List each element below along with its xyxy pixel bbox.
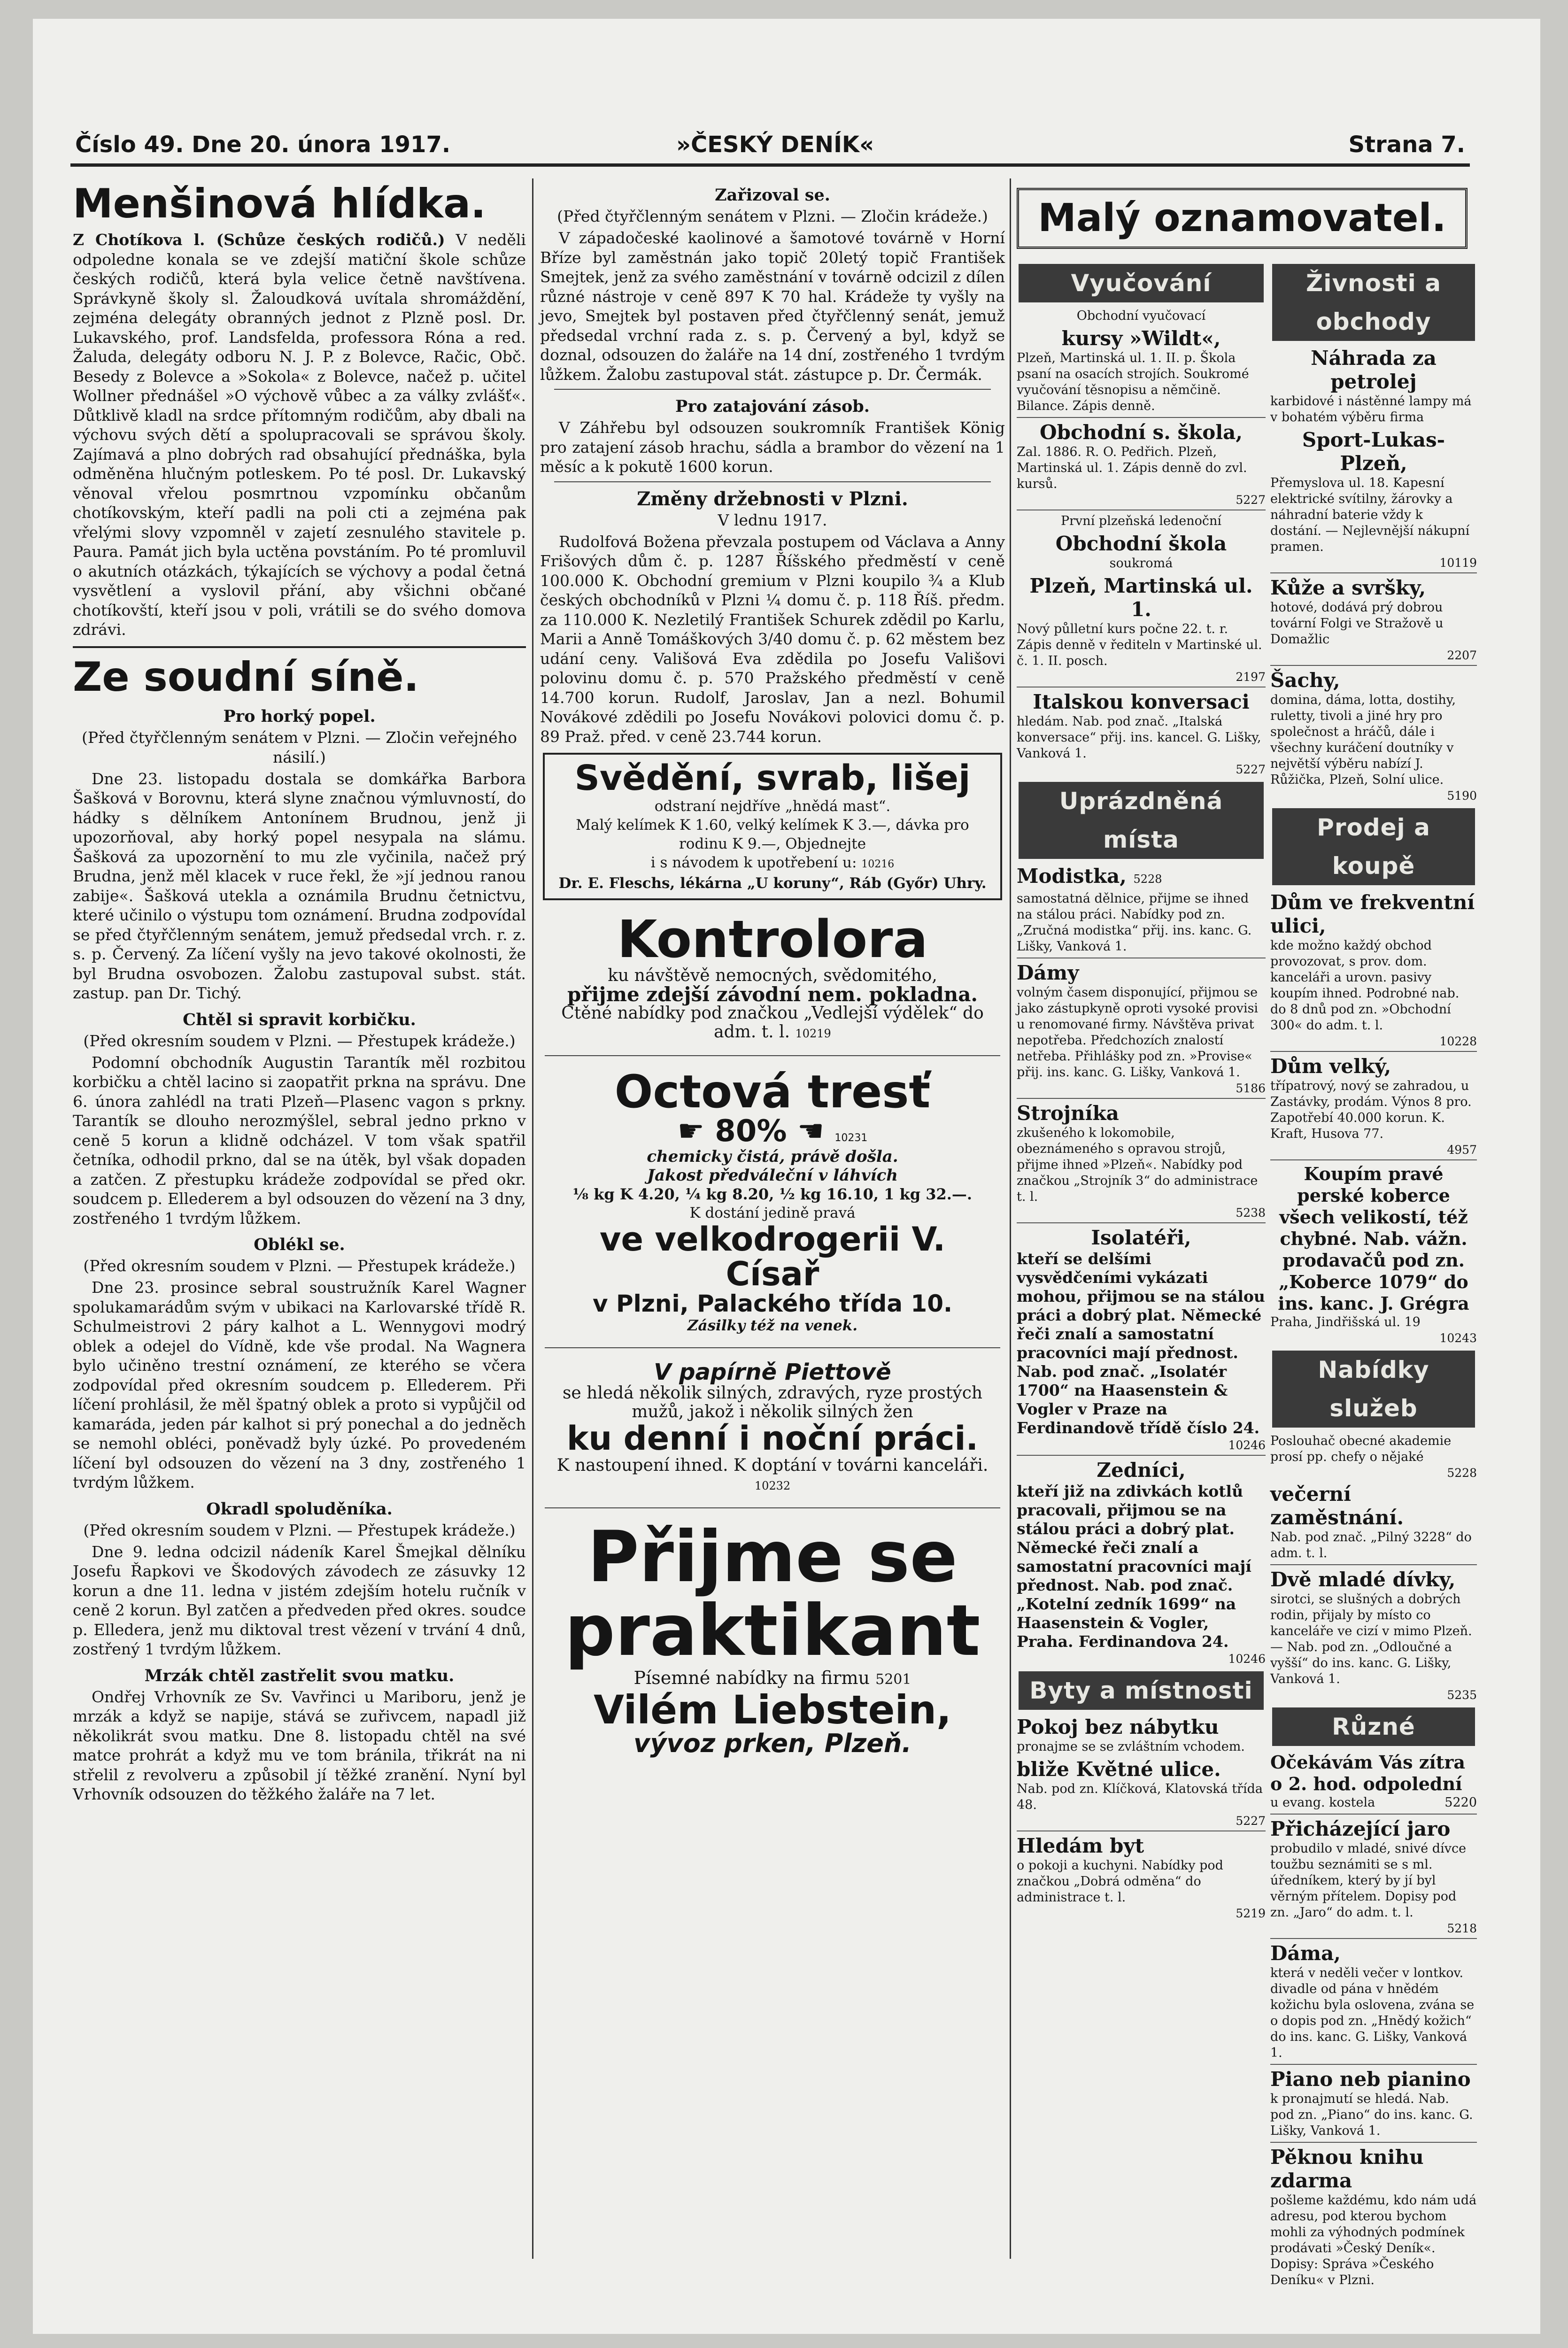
classified-title: Italskou konversaci bbox=[1033, 690, 1250, 713]
ad-strength bbox=[549, 1113, 996, 1149]
ad-headline-2: praktikant bbox=[564, 1590, 981, 1672]
classified-firm: Sport-Lukas-Plzeň, bbox=[1302, 428, 1445, 475]
classified-text: karbidové i nástěnné lampy má v bohatém výběru firma bbox=[1270, 394, 1472, 425]
ad-line: chemicky čistá, právě došla. bbox=[647, 1147, 898, 1166]
ad-headline: Svědění, svrab, lišej bbox=[574, 758, 971, 798]
pointing-hand-icon: ☛ bbox=[677, 1113, 704, 1149]
classified-rule bbox=[1270, 1814, 1477, 1815]
advertisement-vinegar bbox=[543, 1063, 1002, 1340]
classified-title: večerní zaměstnání. bbox=[1270, 1483, 1404, 1529]
ad-rule bbox=[545, 1055, 1000, 1056]
classified-title: Přicházející jaro bbox=[1270, 1817, 1451, 1840]
classified-text: Nab. pod znač. „Pilný 3228“ do adm. t. l. bbox=[1270, 1530, 1472, 1560]
classified-title: Dům velký, bbox=[1270, 1055, 1391, 1078]
classified-text: kteří se delšími vysvědčeními vykázati mohou, přijmou se na stálou práci a dobrý plat. Německé řeči znalí a samostatní pracovníci mají přednost. Nab. pod znač. „Isolatér 1700“ na Haasenstein & Vogler v Praze na Ferdinandově třídě číslo 24. bbox=[1017, 1250, 1265, 1437]
classified-text: Nový půlletní kurs počne 22. t. r. Zápis denně v řediteln v Martinské ul. č. 1. II. posch. bbox=[1017, 622, 1262, 668]
ad-number: 10231 bbox=[834, 1132, 868, 1144]
ad-number: 10219 bbox=[795, 1027, 831, 1041]
section-rule bbox=[73, 646, 526, 648]
classified-rule bbox=[1017, 1098, 1266, 1099]
issue-date: Číslo 49. Dne 20. února 1917. bbox=[75, 131, 451, 158]
article-rule bbox=[554, 481, 991, 482]
classified-text: sirotci, se slušných a dobrých rodin, přijaly by místo co kanceláře ve cizí v mimo Plzeň. — Nab. pod zn. „Odloučné a vyšší“ do ins. kanc. G. Lišky, Vanková 1. bbox=[1270, 1592, 1472, 1686]
section-title-court: Ze soudní síně. bbox=[73, 653, 419, 701]
category-vacancies: Uprázdněná místa bbox=[1019, 782, 1264, 859]
article-text: Ondřej Vrhovník ze Sv. Vavřinci u Mariboru, jenž je mrzák a když se napije, stává se zuřivcem, napadl již několikrát svou matku. Dne 8. listopadu chtěl na své matce prohrát a když mu ve tom bránila, třikrát na ni střelil z revolveru a způsobil jí těžké zranění. Nyní byl Vrhovník odsouzen do těžkého žaláře na 7 let. bbox=[73, 1687, 526, 1803]
category-trades: Živnosti a obchody bbox=[1272, 264, 1475, 341]
classified-text: domina, dáma, lotta, dostihy, ruletty, tivoli a jiné hry pro společnost a hráčů, dále i všechny kuráčení doutníky v největší výběru nabízí J. Růžička, Plzeň, Solní ulice. bbox=[1270, 693, 1456, 787]
ad-line: Malý kelímek K 1.60, velký kelímek K 3.—, dávka pro rodinu K 9.—, Objednejte bbox=[576, 816, 969, 852]
classified-title: Piano neb pianino bbox=[1270, 2068, 1471, 2091]
classified-number: 5238 bbox=[1236, 1206, 1266, 1220]
article-chotikov bbox=[73, 230, 526, 640]
category-housing: Byty a místnosti bbox=[1019, 1671, 1264, 1710]
classified-text: kteří již na zdivkách kotlů pracovali, přijmou se na stálou práci a dobrý plat. Německé řeči znalí a samostatní pracovníci mají přednost. Nab. pod znač. „Kotelní zedník 1699“ na Haasenstein & Vogler, Praha. Ferdinandova 24. bbox=[1017, 1482, 1251, 1651]
ad-line: Zásilky též na venek. bbox=[687, 1317, 858, 1334]
ad-address: vývoz prken, Plzeň. bbox=[633, 1728, 911, 1758]
classified-title: Kůže a svršky, bbox=[1270, 576, 1426, 599]
pointing-hand-icon: ☚ bbox=[797, 1113, 825, 1149]
classified-title: Dům ve frekventní ulici, bbox=[1270, 891, 1475, 937]
classified-text: volným časem disponující, přijmou se jako zástupkyně oproti vysoké provisi u renomované firmy. Návštěva privat nepotřeba. Předchozích znalostí netřeba. Přihlášky pod zn. »Provise« přij. ins. kanc. G. Lišky, Vanková 1. bbox=[1017, 985, 1259, 1080]
ad-number: 10216 bbox=[861, 858, 895, 870]
classified-text: která v neděli večer v lontkov. divadle od pána v hnědém kožichu byla oslovena, zvána se o dopis pod zn. „Hnědý kožich“ do ins. kanc. G. Lišky, Vanková 1. bbox=[1270, 1966, 1475, 2060]
classified-text: Poslouhač obecné akademie prosí pp. chefy o nějaké bbox=[1270, 1434, 1452, 1464]
advertisement-trainee bbox=[543, 1515, 1002, 1763]
classified-text: Plzeň, Martinská ul. 1. II. p. Škola psaní na osacích strojích. Soukromé vyučování těsnopisu a němčině. Bilance. Zápis denně. bbox=[1017, 351, 1249, 413]
ad-address: v Plzni, Palackého třída 10. bbox=[593, 1290, 952, 1318]
classified-title: Dáma, bbox=[1270, 1942, 1341, 1965]
article-rule bbox=[554, 389, 991, 390]
ad-line-text: i s návodem k upotřebení u: bbox=[650, 854, 857, 871]
classified-number: 5235 bbox=[1447, 1688, 1477, 1702]
classified-number: 5219 bbox=[1236, 1907, 1266, 1920]
column-rule-2 bbox=[1010, 178, 1011, 2259]
classified-rule bbox=[1270, 1159, 1477, 1160]
ad-line: přijme zdejší závodní nem. pokladna. bbox=[567, 983, 978, 1006]
article-subtitle: V lednu 1917. bbox=[718, 510, 827, 529]
ad-headline: Octová tresť bbox=[614, 1066, 931, 1119]
classified-rule bbox=[1270, 1938, 1477, 1939]
classified-rule bbox=[1017, 1455, 1266, 1456]
classified-rule bbox=[1270, 1051, 1477, 1052]
article-subtitle: (Před čtyřčlenným senátem v Plzni. — Zločin veřejného násilí.) bbox=[82, 728, 517, 766]
ad-number: 10232 bbox=[754, 1479, 791, 1492]
classified-text: hotové, dodává prý dobrou tovární Folgi ve Stražově u Domažlic bbox=[1270, 600, 1444, 647]
classified-rule bbox=[1270, 2064, 1477, 2065]
ad-firm: Dr. E. Fleschs, lékárna „U koruny“, Ráb (Győr) Uhry. bbox=[558, 874, 987, 892]
article-subtitle: (Před okresním soudem v Plzni. — Přestupek krádeže.) bbox=[83, 1257, 516, 1275]
classified-text bbox=[1270, 1795, 1477, 1811]
classified-text: zkušeného k lokomobile, obeznámeného s opravou strojů, přijme ihned »Plzeň«. Nabídky pod značkou „Strojník 3“ do administrace t. l. bbox=[1017, 1126, 1258, 1204]
classifieds-banner: Malý oznamovatel. bbox=[1017, 188, 1468, 249]
classified-title: Dámy bbox=[1017, 961, 1079, 984]
ad-rule bbox=[545, 1507, 1000, 1508]
classified-number: 10246 bbox=[1228, 1438, 1266, 1452]
classified-title: Strojníka bbox=[1017, 1102, 1119, 1125]
advertisement-controller bbox=[543, 907, 1002, 1049]
ad-line: Jakost předváleční v láhvích bbox=[647, 1166, 898, 1185]
category-miscellaneous: Různé bbox=[1272, 1707, 1475, 1746]
ad-line: ⅛ kg K 4.20, ¼ kg 8.20, ½ kg 16.10, 1 kg 32.—. bbox=[572, 1185, 973, 1204]
ad-line: ku návštěvě nemocných, svědomitého, bbox=[608, 966, 937, 986]
classified-title: Šachy, bbox=[1270, 669, 1340, 692]
classified-title: kursy »Wildt«, bbox=[1061, 327, 1221, 350]
masthead-name: »ČESKÝ DENÍK« bbox=[676, 131, 874, 158]
classified-number: 5228 bbox=[1447, 1466, 1477, 1480]
article-text: V západočeské kaolinové a šamotové továrně v Horní Bříze byl zaměstnán jako topič 20letý topič František Smejtek, jenž za svého zaměstnání v továrně odcizil z dílen různé nástroje v ceně 897 K 70 hal. Krádeže ty vyšly na jevo, Smejtek byl postaven před čtyřčlenný senát, jemuž předsedal vrchní rada z. s. p. Červený a byl, když se doznal, odsouzen do žaláře na 14 dní, zostřeného 1 tvrdým lůžkem. Žalobu zastupoval stát. zástupce p. Dr. Čermák. bbox=[540, 229, 1005, 384]
article-subtitle: (Před čtyřčlenným senátem v Plzni. — Zločin krádeže.) bbox=[557, 207, 988, 225]
classified-number: 5190 bbox=[1447, 789, 1477, 803]
ad-line: K dostání jedině pravá bbox=[689, 1205, 856, 1222]
classified-rule bbox=[1270, 665, 1477, 666]
classified-line: soukromá bbox=[1109, 556, 1173, 571]
advertisement-paper-mill bbox=[543, 1355, 1002, 1501]
classified-number: 10243 bbox=[1439, 1331, 1477, 1345]
ad-headline: V papírně Piettově bbox=[654, 1359, 891, 1385]
column-2 bbox=[540, 178, 1005, 2259]
classified-title: Očekávám Vás zítra o 2. hod. odpolední bbox=[1270, 1752, 1465, 1794]
classified-number: 5186 bbox=[1236, 1081, 1266, 1095]
classified-title: Hledám byt bbox=[1017, 1834, 1144, 1857]
ad-percent: 80% bbox=[715, 1113, 787, 1149]
article-text: Podomní obchodník Augustin Tarantík měl rozbitou korbičku a chtěl lacino si zaopatřit prkna na správu. Dne 6. února zahlédl na trati Plzeň—Plasenc vagon s prkny. Tarantík se dlouho nerozmýšlel, sebral jedno prkno v ceně 5 korun a klidně odcházel. V tom však spatřil četníka, odhodil prkno, dal se na útěk, byl však dopaden a zatčen. Z přestupku krádeže zodpovídal se před okr. soudcem p. Ellederem a byl odsouzen do vězení na 3 dny, zostřeného 1 tvrdým lůžkem. bbox=[73, 1053, 526, 1228]
classified-text: Praha, Jindřišská ul. 19 bbox=[1270, 1315, 1421, 1329]
classified-text: hledám. Nab. pod znač. „Italská konversace“ přij. ins. kancel. G. Lišky, Vanková 1. bbox=[1017, 714, 1261, 761]
classified-title bbox=[1017, 865, 1266, 891]
classified-number: 10228 bbox=[1439, 1035, 1477, 1048]
article-chotikov-head: Z Chotíkova l. (Schůze českých rodičů.) bbox=[73, 231, 445, 249]
classified-number: 5228 bbox=[1133, 873, 1162, 886]
header-rule bbox=[70, 163, 1470, 167]
article-subtitle: (Před okresním soudem v Plzni. — Přestupek krádeže.) bbox=[83, 1031, 516, 1050]
running-header bbox=[75, 127, 1465, 169]
classified-title: bliže Květné ulice. bbox=[1017, 1758, 1221, 1781]
ad-line: odstraní nejdříve „hnědá mast“. bbox=[654, 797, 891, 815]
classified-title: Pěknou knihu zdarma bbox=[1270, 2146, 1424, 2192]
classified-rule bbox=[1270, 2142, 1477, 2143]
classified-text-body: u evang. kostela bbox=[1270, 1795, 1375, 1810]
classified-number: 10246 bbox=[1228, 1652, 1266, 1666]
classified-number: 2197 bbox=[1236, 670, 1266, 684]
ad-emphasis: ku denní i noční práci. bbox=[566, 1419, 979, 1458]
category-education: Vyučování bbox=[1019, 264, 1264, 302]
classified-rule bbox=[1270, 1564, 1477, 1565]
classified-number: 4957 bbox=[1447, 1143, 1477, 1157]
ad-headline: Kontrolora bbox=[617, 909, 928, 969]
article-text: Rudolfová Božena převzala postupem od Václava a Anny Frišových dům č. p. 1287 Říšského předměstí v ceně 100.000 K. Obchodní gremium v Plzni koupilo ¾ a Klub českých obchodníků v Plzni ¼ domu č. p. 118 Říš. předm. za 110.000 K. Nezletilý František Schurek zdědil po Karlu, Marii a Anně Tomáškových 3/40 domu č. p. 62 městem bez udání ceny. Vališová Eva zdědila po Josefu Vališovi polovinu domu č. p. 570 Pražského předměstí v ceně 14.700 korun. Rudolf, Jaroslav, Jan a nezl. Bohumil Novákové zdědili po Josefu Novákovi polovici domu č. p. 89 Praž. před. v ceně 23.744 korun. bbox=[540, 532, 1005, 746]
classified-line: První plzeňská ledenoční bbox=[1060, 514, 1221, 528]
article-title: Pro horký popel. bbox=[223, 706, 376, 726]
column-4 bbox=[1270, 178, 1477, 2287]
classified-text: pošleme každému, kdo nám udá adresu, pod kterou bychom mohli za výhodných podmínek prodávati »Český Deník«. Dopisy: Správa »Českého Deníku« v Plzni. bbox=[1270, 2193, 1477, 2287]
article-chotikov-text: V neděli odpoledne konala se ve zdejší matiční škole schůze českých rodičů, která byla velice četně navštívena. Správkyně školy sl. Žaloudková uvítala shromáždění, zejména delegáty obranných jednot z Plzně posl. Dr. Lukavského, prof. Landsfelda, professora Róna a red. Žaluda, delegáty odboru N. J. P. z Bolevce, Račic, Obč. Besedy z Bolevce a »Sokola« z Bolevce, načež p. učitel Wollner přednášel »O výchově vůbec a za války zvlášť«. Důtklivě kladl na srdce přítomným rodičům, aby dbali na výchovu svých dětí a spolupracovali se správou školy. Zajímavá a plno dobrých rad obsahující přednáška, byla odměněna hlučným potleskem. Po té posl. Dr. Lukavský věnoval vřelou posmrtnou vzpomínku občanům chotíkovským, kteří padli na poli cti a zejména pak vřelými slovy vzpomněl v zajetí zesnulého stavitele p. Paura. Památ jich byla uctěna povstáním. Po té promluvil o akutních otázkách, týkajících se výchovy a podal četná vysvětlení a vyslovil přání, aby všichni občané chotíkovští, kteří jsou v poli, vrátili se do svého domova zdrávi. bbox=[73, 231, 526, 639]
classified-number: 10119 bbox=[1439, 556, 1477, 570]
column-rule-1 bbox=[532, 178, 533, 2259]
ad-line bbox=[549, 1456, 996, 1495]
article-title: Změny držebnosti v Plzni. bbox=[637, 487, 908, 510]
classified-number: 5227 bbox=[1236, 1814, 1266, 1828]
classified-text: k pronajmutí se hledá. Nab. pod zn. „Piano“ do ins. kanc. G. Lišky, Vanková 1. bbox=[1270, 2092, 1473, 2138]
advertisement-ointment bbox=[543, 753, 1002, 900]
page-number: Strana 7. bbox=[1348, 131, 1465, 158]
category-sale-purchase: Prodej a koupě bbox=[1272, 808, 1475, 885]
classified-title: Pokoj bez nábytku bbox=[1017, 1715, 1219, 1738]
category-services: Nabídky služeb bbox=[1272, 1351, 1475, 1428]
article-title: Pro zatajování zásob. bbox=[675, 397, 870, 416]
classified-title: Zedníci, bbox=[1097, 1459, 1186, 1482]
article-title: Zařizoval se. bbox=[715, 185, 830, 205]
ad-line-text: K nastoupení ihned. K doptání v továrni kanceláři. bbox=[556, 1455, 989, 1475]
classified-title: Obchodní s. škola, bbox=[1040, 421, 1243, 444]
ad-headline: Přijme se bbox=[587, 1516, 958, 1598]
classified-title: Náhrada za petrolej bbox=[1311, 347, 1437, 393]
classified-text: probudilo v mladé, snivé dívce toužbu seznámiti se s ml. úředníkem, který by jí byl věrným přítelem. Dopisy pod zn. „Jaro“ do adm. t. l. bbox=[1270, 1841, 1467, 1920]
classified-text: o pokoji a kuchyni. Nabídky pod značkou „Dobrá odměna“ do administrace t. l. bbox=[1017, 1858, 1223, 1905]
classified-text: kde možno každý obchod provozovat, s prov. dom. kanceláři a urovn. pasivy koupím ihned. Podrobné nab. do 8 dnů pod zn. »Obchodní 300« do adm. t. l. bbox=[1270, 938, 1460, 1033]
ad-line-text: Ctěné nabídky pod značkou „Vedlejší výdělek“ do adm. t. l. bbox=[561, 1004, 984, 1042]
classified-title: Koupím pravé perské koberce všech velikostí, též chybné. Nab. vážn. prodavačů pod zn. „Koberce 1079“ do ins. kanc. J. Grégra bbox=[1278, 1163, 1469, 1314]
classified-number: 5227 bbox=[1236, 493, 1266, 507]
article-text: Dne 9. ledna odcizil nádeník Karel Šmejkal dělníku Josefu Řapkovi ve Škodových závodech ze zásuvky 12 korun a dne 11. ledna v jistém zdejším hotelu ručník v ceně 2 korun. Byl zatčen a předveden před okres. soudce p. Elledera, jenž mu diktoval trest vězení v trvání 4 dnů, zostřený 1 tvrdým lůžkem. bbox=[73, 1542, 526, 1658]
classified-title: Isolatéři, bbox=[1091, 1226, 1191, 1249]
section-title-minority: Menšinová hlídka. bbox=[73, 180, 486, 227]
ad-line bbox=[551, 853, 994, 874]
classified-rule bbox=[1270, 572, 1477, 573]
article-title: Okradl spoluděníka. bbox=[206, 1499, 393, 1519]
article-title: Oblékl se. bbox=[254, 1235, 345, 1254]
ad-rule bbox=[545, 1347, 1000, 1348]
classified-address: Plzeň, Martinská ul. 1. bbox=[1029, 574, 1253, 621]
column-1 bbox=[73, 178, 526, 2259]
ad-line bbox=[549, 1004, 996, 1043]
article-title: Mrzák chtěl zastřelit svou matku. bbox=[144, 1666, 455, 1685]
classified-text: Přemyslova ul. 18. Kapesní elektrické svítilny, žárovky a náhradní baterie vždy k dostání. — Nejlevnější nákupní pramen. bbox=[1270, 476, 1470, 554]
classified-number: 5220 bbox=[1444, 1795, 1477, 1810]
ad-line-text: Písemné nabídky na firmu bbox=[633, 1667, 870, 1688]
classified-title: Dvě mladé dívky, bbox=[1270, 1568, 1456, 1591]
article-text: Dne 23. prosince sebral soustružník Karel Wagner spolukamarádům svým v ubikaci na Karlovarské třídě R. Schulmeistrovi 2 páry kalhot a L. Wennygovi modrý oblek a odejel do Vídně, kde vše prodal. Na Wagnera bylo učiněno trestní oznámení, ze kterého se včera zodpovídal před okresním soudcem p. Ellederem. Při líčení prohlásil, že měl špatný oblek a proto si vypůjčil od kamaráda, jeden pár kalhot si prý ponechal a do jedněch se nemohl obléci, poněvadž byly úzké. Po provedeném líčení byl odsouzen do vězení na 3 dny, zostřeného 1 tvrdým lůžkem. bbox=[73, 1278, 526, 1491]
classified-title-text: Modistka, bbox=[1017, 865, 1127, 888]
classified-text: Zal. 1886. R. O. Pedřich. Plzeň, Martinská ul. 1. Zápis denně do zvl. kursů. bbox=[1017, 445, 1247, 491]
ad-firm: ve velkodrogerii V. Císař bbox=[599, 1220, 946, 1293]
classified-rule bbox=[1017, 1222, 1266, 1223]
classified-title: Obchodní škola bbox=[1055, 532, 1227, 555]
classified-text: pronajme se se zvláštním vchodem. bbox=[1017, 1739, 1245, 1754]
classified-rule bbox=[1017, 417, 1266, 418]
classified-text: Nab. pod zn. Klíčková, Klatovská třída 48. bbox=[1017, 1782, 1263, 1812]
classified-number: 5227 bbox=[1236, 763, 1266, 776]
article-text: Dne 23. listopadu dostala se domkářka Barbora Šašková v Borovnu, která slyne značnou výmluvností, do hádky s dělníkem Antonínem Brudnou, jenž ji upozorňoval, aby horký popel nesypala na slámu. Šašková za upozornění to mu zle vyčinila, načež prý Brudna, jenž měl klacek v ruce řekl, že »jí jednou ranou zabije«. Šašková utekla a oznámila Brudnu četnictvu, které učinilo o výstupu tom oznámení. Brudna zodpovídal se před čtyřčlenným senátem, jemuž předsedal vrch. r. z. s. p. Červený. Za líčení vyšly na jevo takové okolnosti, že byl Brudna osvobozen. Žalobu zastupoval subst. stát. zastup. pan Dr. Tichý. bbox=[73, 769, 526, 1002]
classified-line: Obchodní vyučovací bbox=[1076, 309, 1206, 323]
classified-number: 5218 bbox=[1447, 1922, 1477, 1935]
article-text: V Záhřebu byl odsouzen soukromník František König pro zatajení zásob hrachu, sádla a brambor do vězení na 1 měsíc a k pokutě 1600 korun. bbox=[540, 418, 1005, 476]
classified-text: třípatrový, nový se zahradou, u Zastávky, prodám. Výnos 8 pro. Zapotřebí 40.000 korun. K. Kraft, Husova 77. bbox=[1270, 1079, 1472, 1141]
article-subtitle: (Před okresním soudem v Plzni. — Přestupek krádeže.) bbox=[83, 1521, 516, 1539]
ad-number: 5201 bbox=[875, 1671, 911, 1688]
ad-firm: Vilém Liebstein, bbox=[594, 1686, 951, 1733]
classified-number: 2207 bbox=[1447, 649, 1477, 662]
article-title: Chtěl si spravit korbičku. bbox=[183, 1010, 416, 1029]
ad-line: se hledá několik silných, zdravých, ryze prostých mužů, jakož i několik silných žen bbox=[562, 1383, 983, 1422]
classified-text: samostatná dělnice, přijme se ihned na stálou práci. Nabídky pod zn. „Zručná modistka“ přij. ins. kanc. G. Lišky, Vanková 1. bbox=[1017, 891, 1252, 954]
